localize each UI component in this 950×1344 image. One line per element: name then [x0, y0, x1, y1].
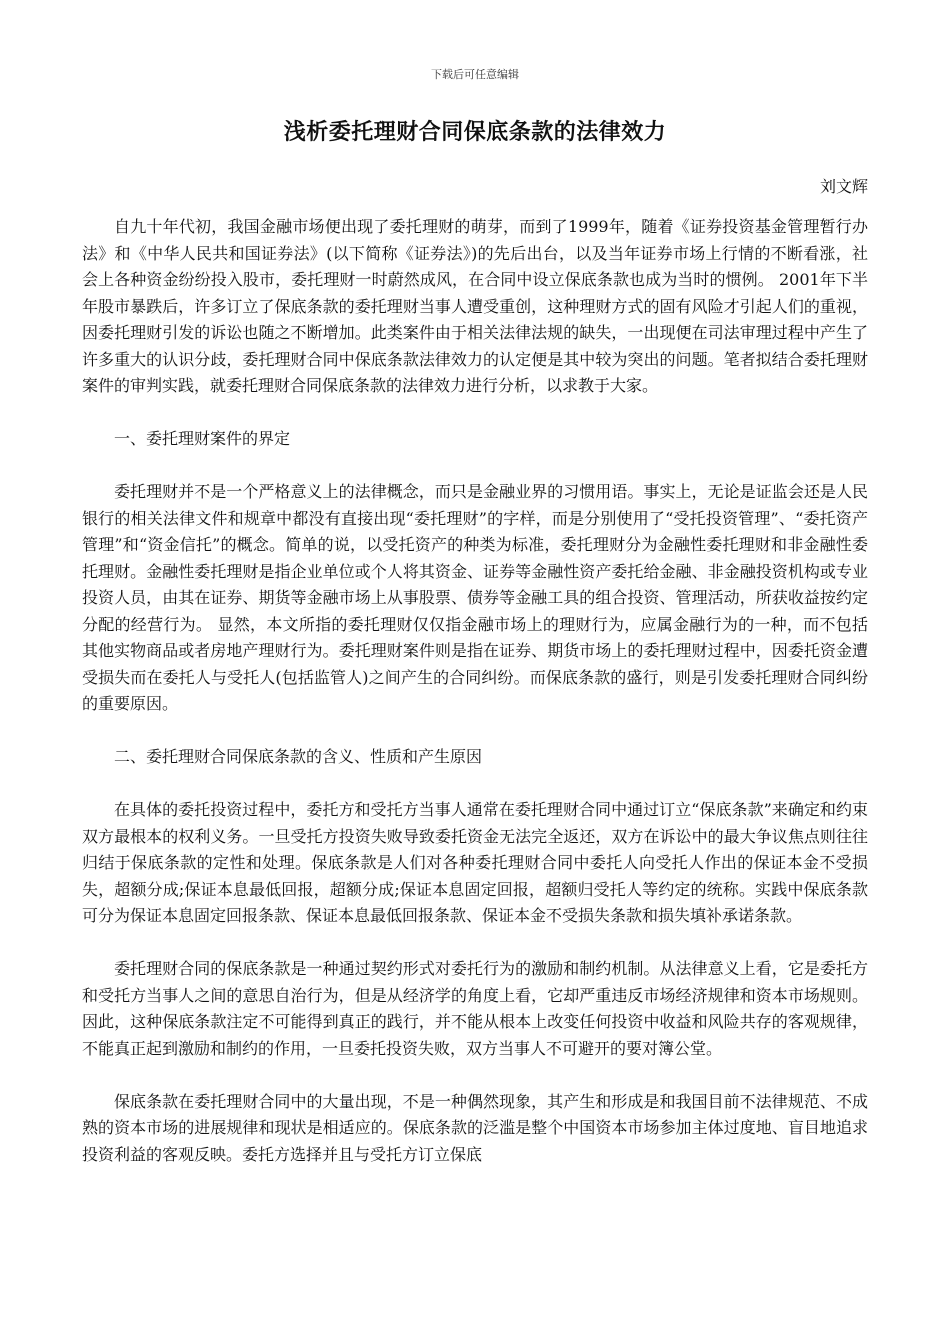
- paragraph-mechanism: 委托理财合同的保底条款是一种通过契约形式对委托行为的激励和制约机制。从法律意义上看，它是委托方和受托方当事人之间的意思自治行为，但是从经济学的角度上看，它却严重违反市场经济规律和资本市场规则。因此，这种保底条款注定不可能得到真正的践行，并不能从根本上改变任何投资中收益和风险共存的客观规律，不能真正起到激励和制约的作用，一旦委托投资失败，双方当事人不可避开的要对簿公堂。: [82, 959, 868, 1058]
- author-name: 刘文辉: [819, 177, 868, 196]
- document-page: [82, 0, 868, 1344]
- paragraph-intro: 自九十年代初，我国金融市场便出现了委托理财的萌芽，而到了1999年，随着《证券投资基金管理暂行办法》和《中华人民共和国证券法》(以下简称《证券法》)的先后出台，以及当年证券市场上行情的不断看涨，社会上各种资金纷纷投入股市，委托理财一时蔚然成风，在合同中设立保底条款也成为当时的惯例。 2001年下半年股市暴跌后，许多订立了保底条款的委托理财当事人遭受重创，这种理财方式的固有风险才引起人们的重视，因委托理财引发的诉讼也随之不断增加。此类案件由于相关法律法规的缺失，一出现便在司法审理过程中产生了许多重大的认识分歧，委托理财合同中保底条款法律效力的认定便是其中较为突出的问题。笔者拟结合委托理财案件的审判实践，就委托理财合同保底条款的法律效力进行分析，以求教于大家。: [82, 217, 868, 395]
- document-body: [82, 214, 868, 1195]
- paragraph-causes: 保底条款在委托理财合同中的大量出现，不是一种偶然现象，其产生和形成是和我国目前不法律规范、不成熟的资本市场的进展规律和现状是相适应的。保底条款的泛滥是整个中国资本市场参加主体过度地、盲目地追求投资利益的客观反映。委托方选择并且与受托方订立保底: [82, 1091, 868, 1164]
- document-title: 浅析委托理财合同保底条款的法律效力: [283, 119, 667, 145]
- section-heading-2: 二、委托理财合同保底条款的含义、性质和产生原因: [114, 747, 483, 766]
- section-heading-1: 一、委托理财案件的界定: [114, 429, 291, 448]
- paragraph-definition: 委托理财并不是一个严格意义上的法律概念，而只是金融业界的习惯用语。事实上，无论是证监会还是人民银行的相关法律文件和规章中都没有直接出现“委托理财”的字样，而是分别使用了“受托投资管理”、“委托资产管理”和“资金信托”的概念。简单的说，以受托资产的种类为标准，委托理财分为金融性委托理财和非金融性委托理财。金融性委托理财是指企业单位或个人将其资金、证券等金融性资产委托给金融、非金融投资机构或专业投资人员，由其在证券、期货等金融市场上从事股票、债券等金融工具的组合投资、管理活动，所获收益按约定分配的经营行为。 显然，本文所指的委托理财仅仅指金融市场上的理财行为，应属金融行为的一种，而不包括其他实物商品或者房地产理财行为。委托理财案件则是指在证券、期货市场上的委托理财过程中，因委托资金遭受损失而在委托人与受托人(包括监管人)之间产生的合同纠纷。而保底条款的盛行，则是引发委托理财合同纠纷的重要原因。: [82, 482, 868, 713]
- paragraph-meaning: 在具体的委托投资过程中，委托方和受托方当事人通常在委托理财合同中通过订立“保底条款”来确定和约束双方最根本的权利义务。一旦受托方投资失败导致委托资金无法完全返还，双方在诉讼中的最大争议焦点则往往归结于保底条款的定性和处理。保底条款是人们对各种委托理财合同中委托人向受托人作出的保证本金不受损失，超额分成;保证本息最低回报，超额分成;保证本息固定回报，超额归受托人等约定的统称。实践中保底条款可分为保证本息固定回报条款、保证本息最低回报条款、保证本金不受损失条款和损失填补承诺条款。: [82, 800, 868, 925]
- header-note: 下载后可任意编辑: [431, 68, 519, 81]
